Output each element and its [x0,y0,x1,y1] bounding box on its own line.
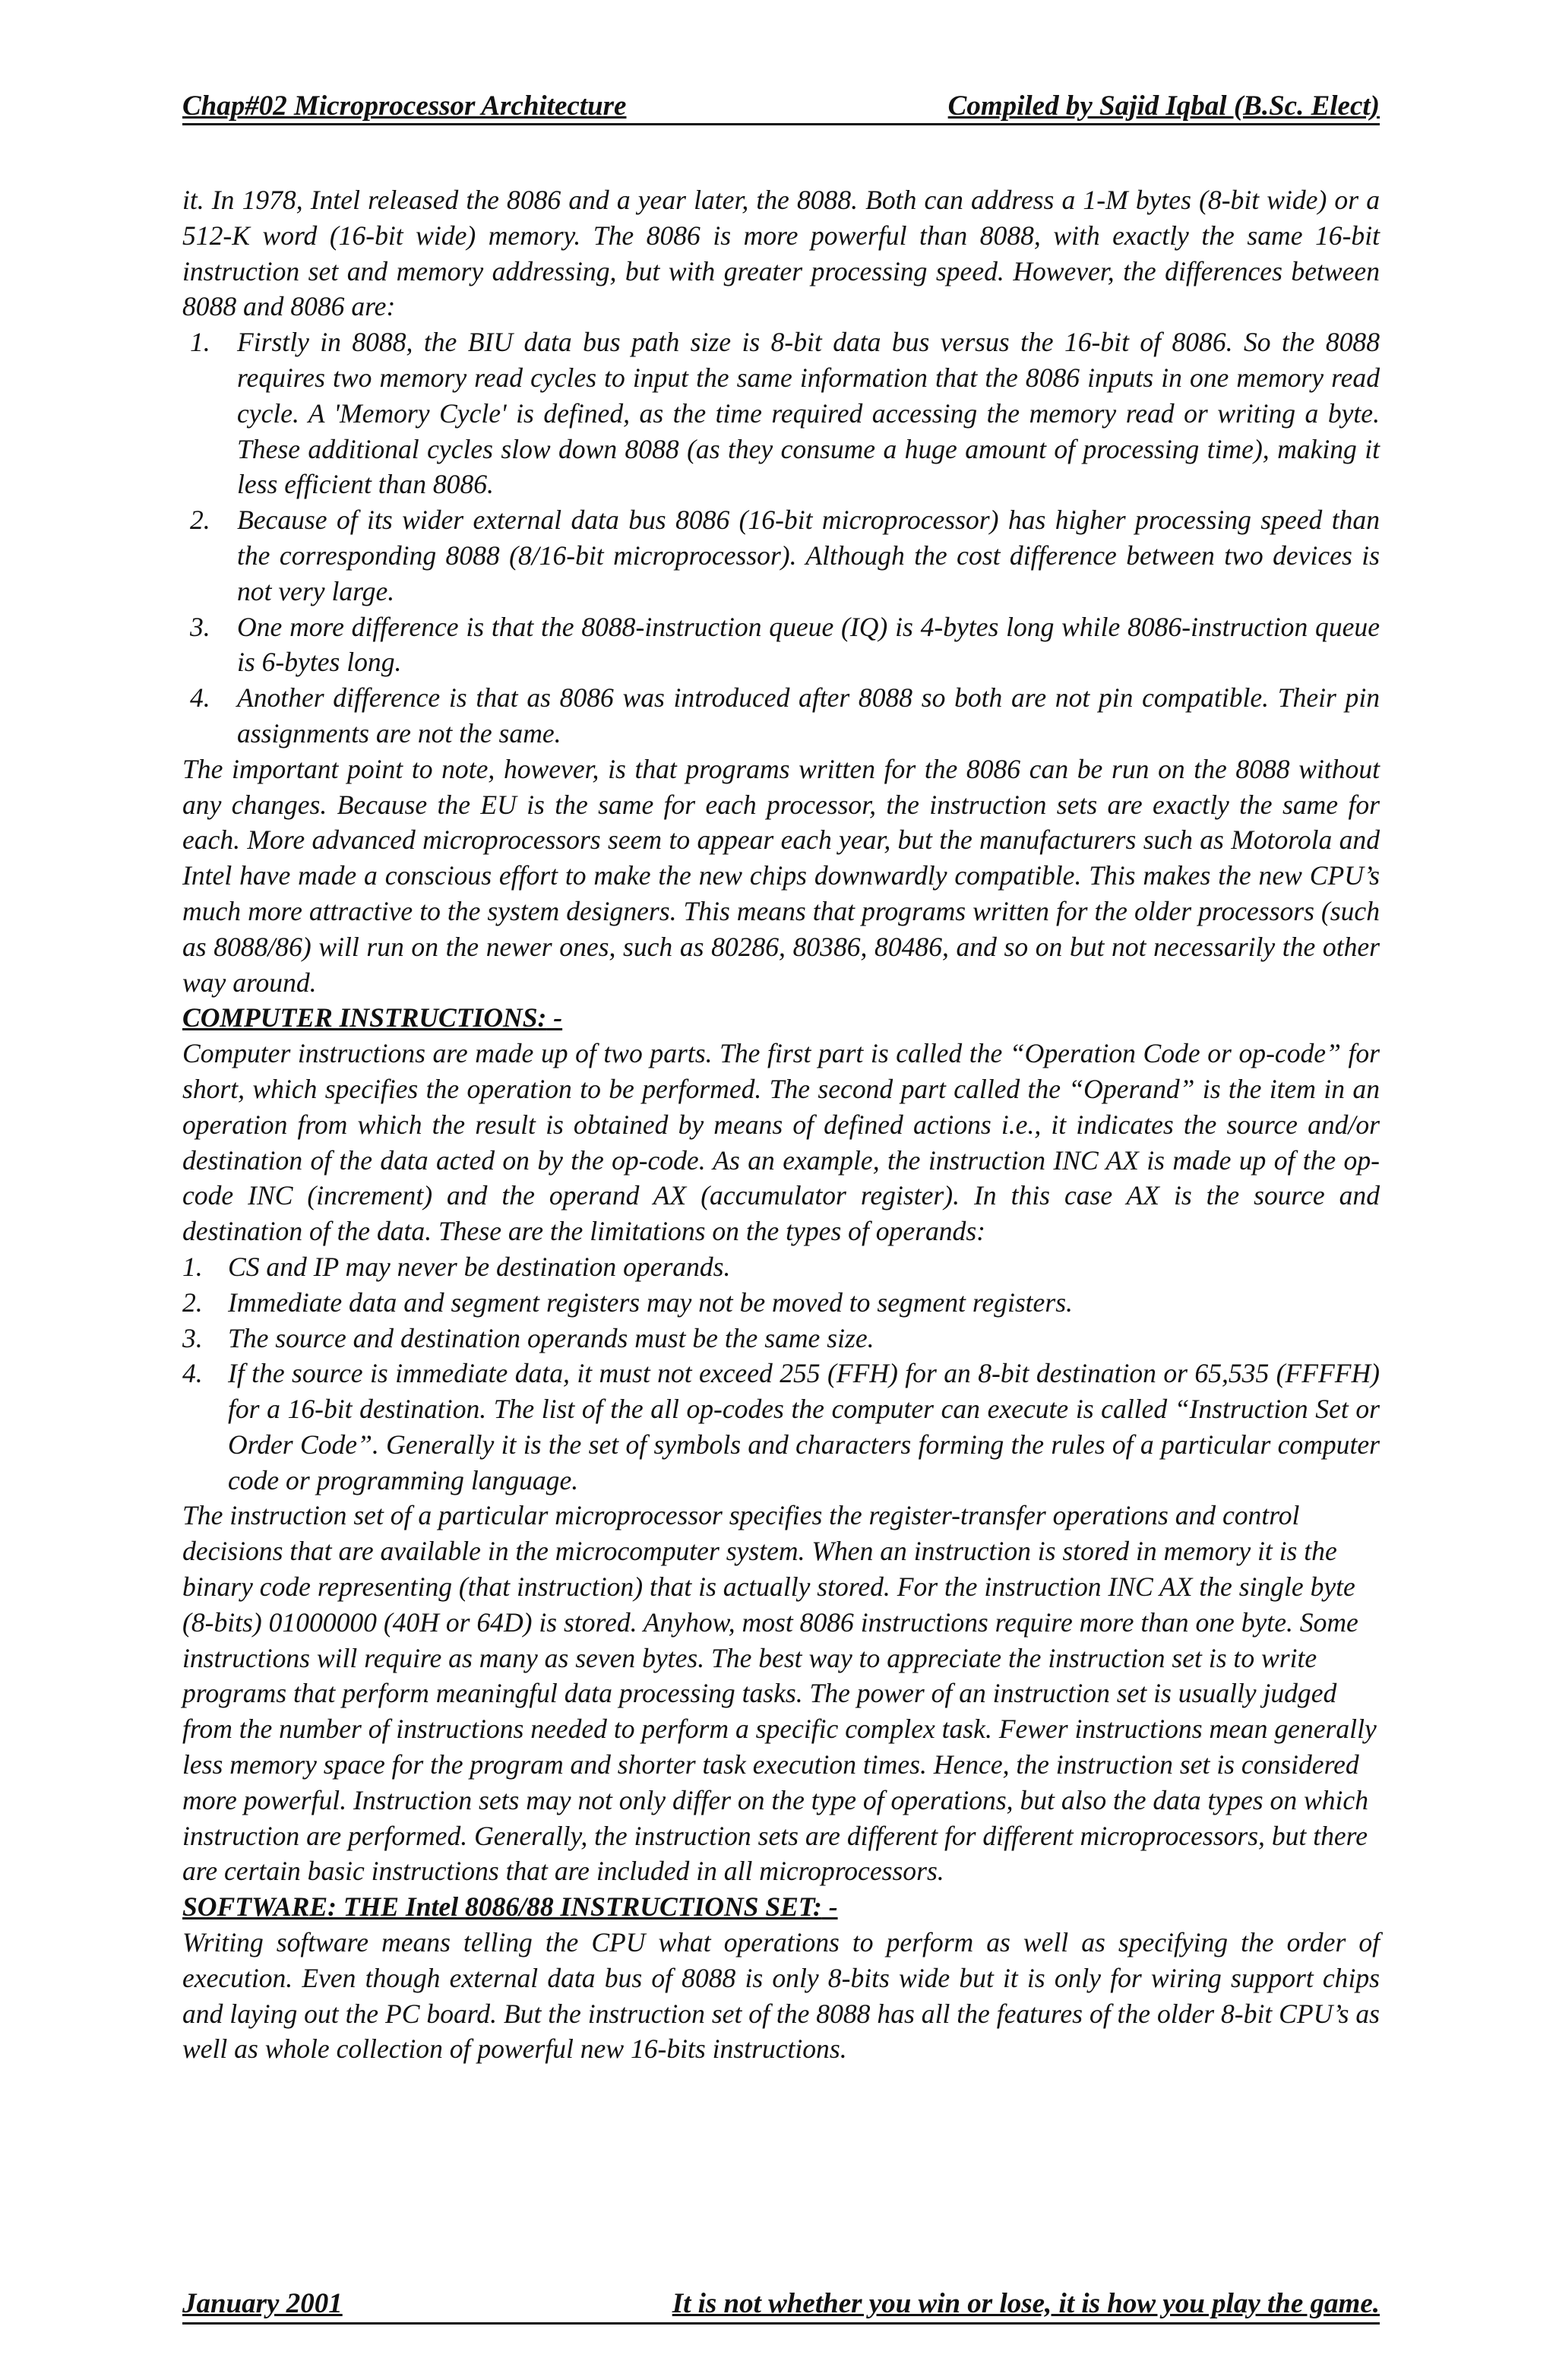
list-item [182,1356,1380,1498]
list-number: 2. [182,1287,203,1318]
header-chapter-title: Chap#02 Microprocessor Architecture [182,90,627,122]
list-text: CS and IP may never be destination operands. [228,1251,731,1282]
limitations-list [182,1249,1380,1499]
list-text: If the source is immediate data, it must not exceed 255 (FFH) for an 8-bit destination or 65,535 (FFFFH) for a 16-bit destination. The list of the all op-codes the computer can execute is called “Instruction Set or Order Code”. Generally it is the set of symbols and characters forming the rules of a particular computer code or programming language. [228,1358,1380,1495]
page-footer [182,2287,1380,2325]
section-heading-computer-instructions [182,1000,1380,1036]
header-underline [182,123,1380,125]
list-item [182,1321,1380,1356]
software-paragraph: Writing software means telling the CPU what operations to perform as well as specifying the order of execution. Even though external data bus of 8088 is only 8-bits wide but it is only for wiring support chips and laying out the PC board. But the instruction set of the 8088 has all the features of the older 8-bit CPU’s as well as whole collection of powerful new 16-bits instructions. [182,1927,1380,2065]
footer-quote: It is not whether you win or lose, it is how you play the game. [672,2288,1380,2319]
header-compiler-credit: Compiled by Sajid Iqbal (B.Sc. Elect) [947,90,1380,122]
list-item [182,1249,1380,1285]
footer-underline [182,2322,1380,2325]
section-heading-software [182,1889,1380,1925]
heading-text: COMPUTER INSTRUCTIONS: [182,1002,547,1033]
list-text: Firstly in 8088, the BIU data bus path size is 8-bit data bus versus the 16-bit of 8086. So the 8088 requires two memory read cycles to input the same information that the 8086 inputs in one memory read cycle. A 'Memory Cycle' is defined, as the time required accessing the memory read or writing a byte. These additional cycles slow down 8088 (as they consume a huge amount of processing time), making it less efficient than 8086. [237,327,1380,500]
list-number: 4. [182,1358,203,1389]
instructions-paragraph: Computer instructions are made up of two parts. The first part is called the “Operation Code or op-code” for short, which specifies the operation to be performed. The second part called the “Operand” is the item in an operation from which the result is obtained by means of defined actions i.e., it indicates the source and/or destination of the data acted on by the op-code. As an example, the instruction INC AX is made up of the op-code INC (increment) and the operand AX (accumulator register). In this case AX is the source and destination of the data. These are the limitations on the types of operands: [182,1038,1380,1247]
list-number: 1. [182,1251,203,1282]
list-text: Another difference is that as 8086 was introduced after 8088 so both are not pin compatible. Their pin assignments are not the same. [237,682,1380,748]
list-text: Immediate data and segment registers may not be moved to segment registers. [228,1287,1073,1318]
list-item [182,609,1380,681]
list-number: 2. [190,505,210,536]
list-number: 1. [190,327,210,358]
document-page [182,90,1380,2067]
list-number: 4. [190,682,210,714]
list-item [182,1285,1380,1321]
heading-dash: - [546,1002,563,1033]
heading-text: SOFTWARE: THE Intel 8086/88 INSTRUCTIONS SET: [182,1891,822,1923]
page-header [182,90,1380,128]
list-item [182,324,1380,502]
footer-date: January 2001 [182,2288,343,2319]
list-text: Because of its wider external data bus 8086 (16-bit microprocessor) has higher processing speed than the corresponding 8088 (8/16-bit microprocessor). Although the cost difference between two devices is not very large. [237,505,1380,606]
list-text: The source and destination operands must be the same size. [228,1322,874,1353]
heading-dash: - [821,1891,838,1923]
page-body [182,182,1380,2067]
list-text: One more difference is that the 8088-instruction queue (IQ) is 4-bytes long while 8086-instruction queue is 6-bytes long. [237,611,1380,678]
list-item [182,502,1380,609]
compatibility-paragraph: The important point to note, however, is that programs written for the 8086 can be run on the 8088 without any changes. Because the EU is the same for each processor, the instruction sets are exactly the same for each. More advanced microprocessors seem to appear each year, but the manufacturers such as Motorola and Intel have made a conscious effort to make the new chips downwardly compatible. This makes the new CPU’s much more attractive to the system designers. This means that programs written for the older processors (such as 8088/86) will run on the newer ones, such as 80286, 80386, 80486, and so on but not necessarily the other way around. [182,753,1380,998]
list-number: 3. [190,611,210,642]
differences-list [182,324,1380,752]
intro-paragraph: it. In 1978, Intel released the 8086 and a year later, the 8088. Both can address a 1-M bytes (8-bit wide) or a 512-K word (16-bit wide) memory. The 8086 is more powerful than 8088, with exactly the same 16-bit instruction set and memory addressing, but with greater processing speed. However, the differences between 8088 and 8086 are: [182,185,1380,322]
list-number: 3. [182,1322,203,1353]
instruction-set-paragraph: The instruction set of a particular microprocessor specifies the register-transfer operations and control decisions that are available in the microcomputer system. When an instruction is stored in memory it is the binary code representing (that instruction) that is actually stored. For the instruction INC AX the single byte (8-bits) 01000000 (40H or 64D) is stored. Anyhow, most 8086 instructions require more than one byte. Some instructions will require as many as seven bytes. The best way to appreciate the instruction set is to write programs that perform meaningful data processing tasks. The power of an instruction set is usually judged from the number of instructions needed to perform a specific complex task. Fewer instructions mean generally less memory space for the program and shorter task execution times. Hence, the instruction set is considered more powerful. Instruction sets may not only differ on the type of operations, but also the data types on which instruction are performed. Generally, the instruction sets are different for different microprocessors, but there are certain basic instructions that are included in all microprocessors. [182,1500,1377,1887]
list-item [182,680,1380,752]
